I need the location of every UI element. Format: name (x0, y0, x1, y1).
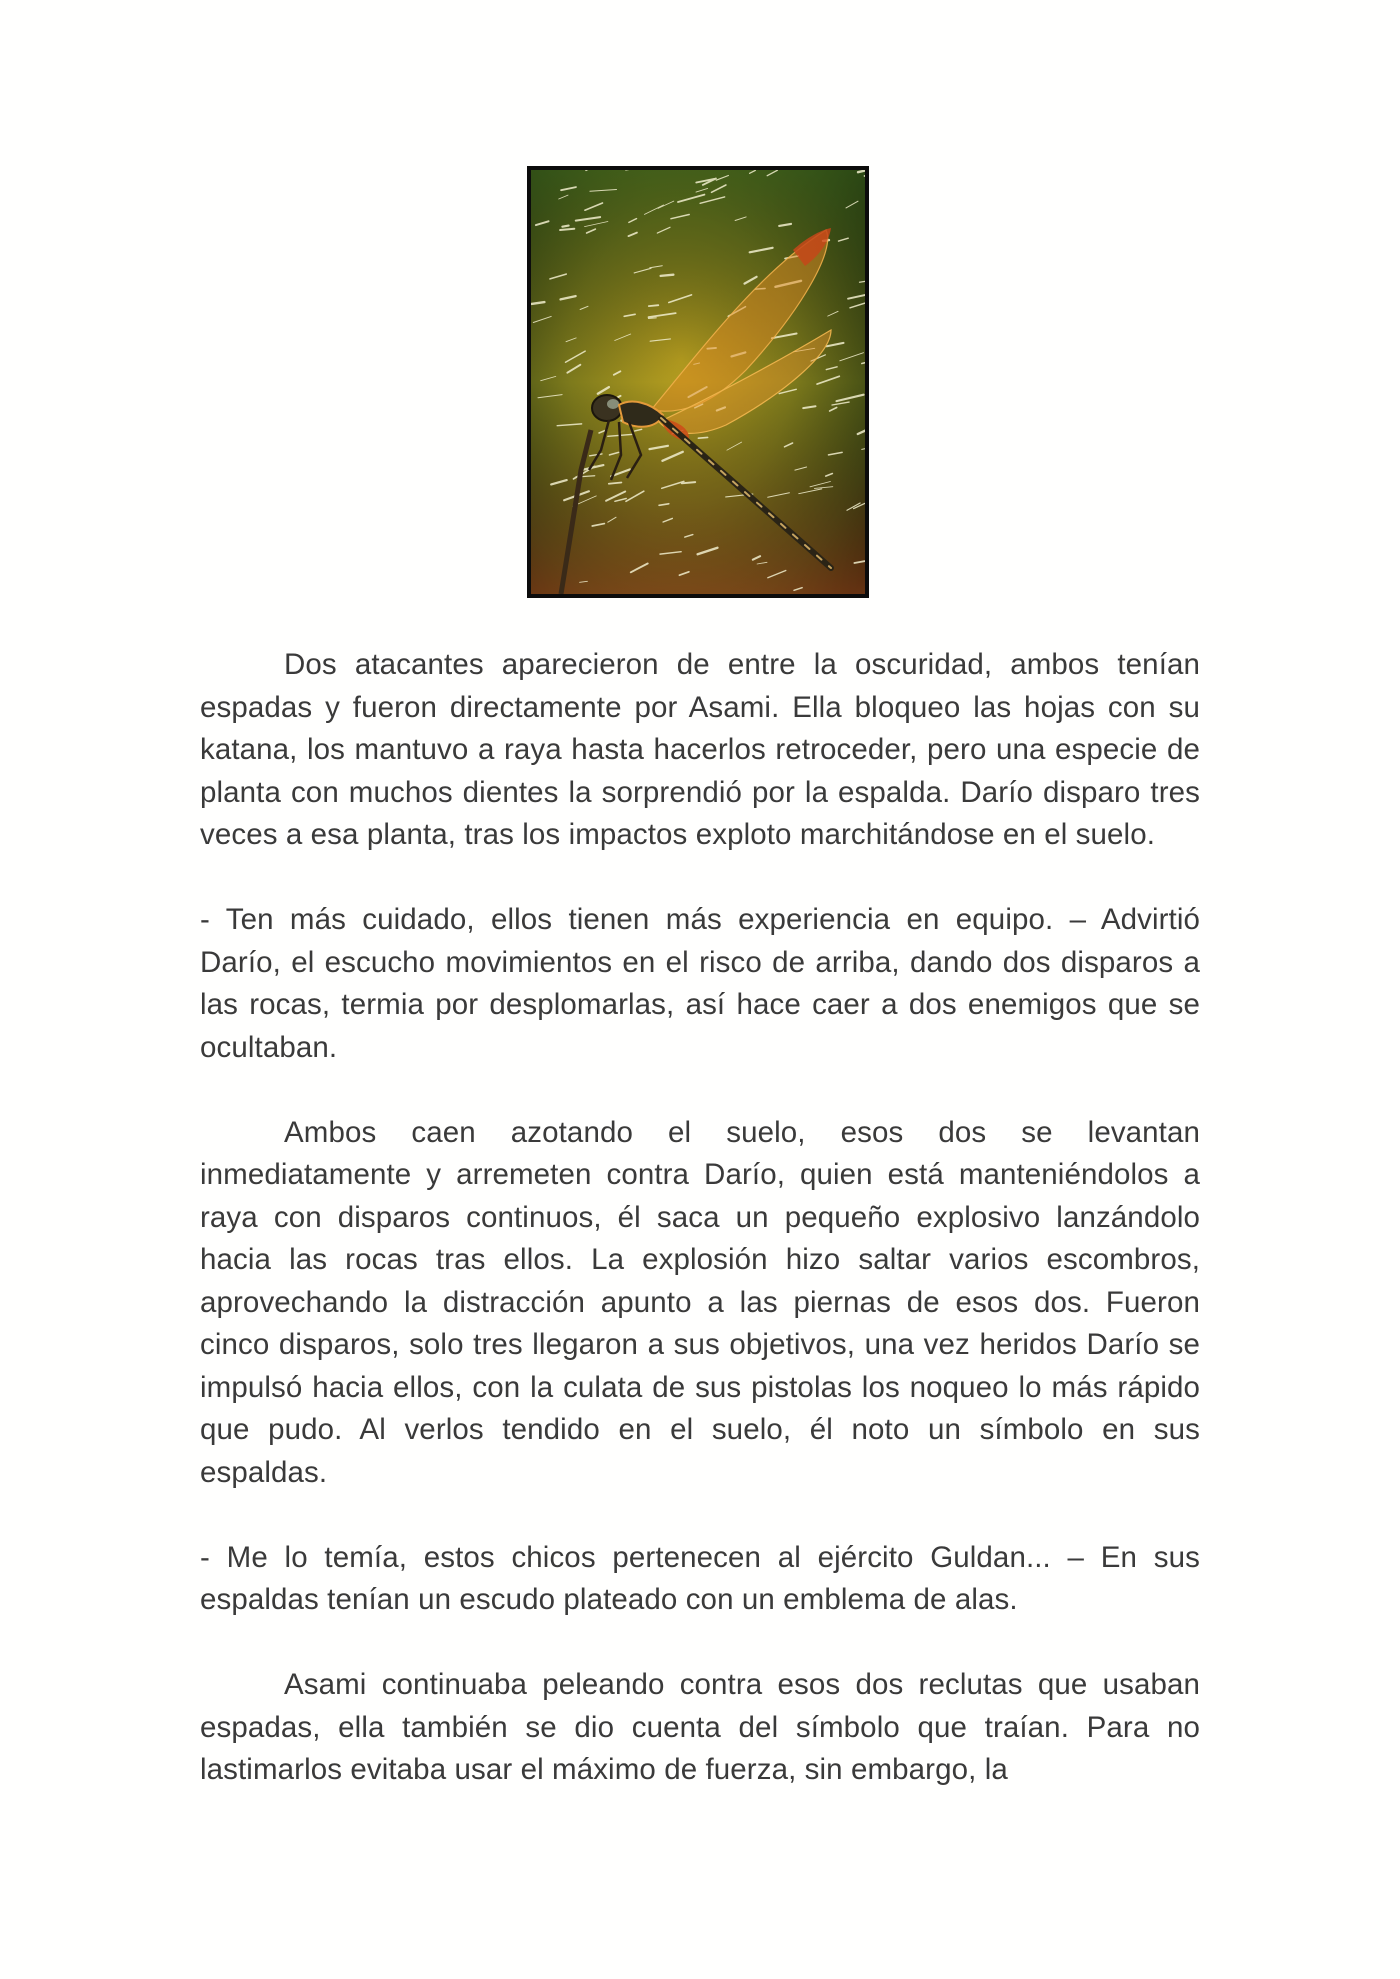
dragonfly-photo (527, 166, 869, 598)
water-streak (661, 275, 674, 276)
water-streak (560, 229, 574, 230)
water-streak (609, 483, 622, 484)
water-streak (682, 482, 695, 483)
water-streak (562, 226, 568, 227)
paragraph-5: Asami continuaba peleando contra esos dos reclutas que usaban espadas, ella también se dio cuenta del símbolo que traían. Para no lastimarlos evitaba usar el máximo de fuerza, sin embargo, la (200, 1668, 1200, 1786)
water-streak (649, 305, 659, 306)
story-text (200, 644, 1200, 1834)
paragraph-2: - Ten más cuidado, ellos tienen más experiencia en equipo. – Advirtió Darío, el escucho movimientos en el risco de arriba, dando dos disparos a las rocas, termia por desplomarlas, así hace caer a dos enemigos que se ocultaban. (200, 903, 1200, 1064)
paragraph-1: Dos atacantes aparecieron de entre la oscuridad, ambos tenían espadas y fueron directamente por Asami. Ella bloqueo las hojas con su katana, los mantuvo a raya hasta hacerlos retroceder, pero una especie de planta con muchos dientes la sorprendió por la espalda. Darío disparo tres veces a esa planta, tras los impactos exploto marchitándose en el suelo. (200, 648, 1200, 851)
paragraph-4: - Me lo temía, estos chicos pertenecen al ejército Guldan... – En sus espaldas tenían un escudo plateado con un emblema de alas. (200, 1540, 1200, 1616)
water-streak (698, 437, 707, 438)
water-streak (649, 318, 657, 319)
paragraph-3: Ambos caen azotando el suelo, esos dos se levantan inmediatamente y arremeten contra Darío, quien está manteniéndolos a raya con disparos continuos, él saca un pequeño explosivo lanzándolo hacia las rocas tras ellos. La explosión hizo saltar varios escombros, aprovechando la distracción apunto a las piernas de esos dos. Fueron cinco disparos, solo tres llegaron a sus objetivos, una vez heridos Darío se impulsó hacia ellos, con la culata de sus pistolas los noqueo lo más rápido que pudo. Al verlos tendido en el suelo, él noto un símbolo en sus espaldas. (200, 1115, 1200, 1489)
dragonfly-image (531, 170, 865, 594)
